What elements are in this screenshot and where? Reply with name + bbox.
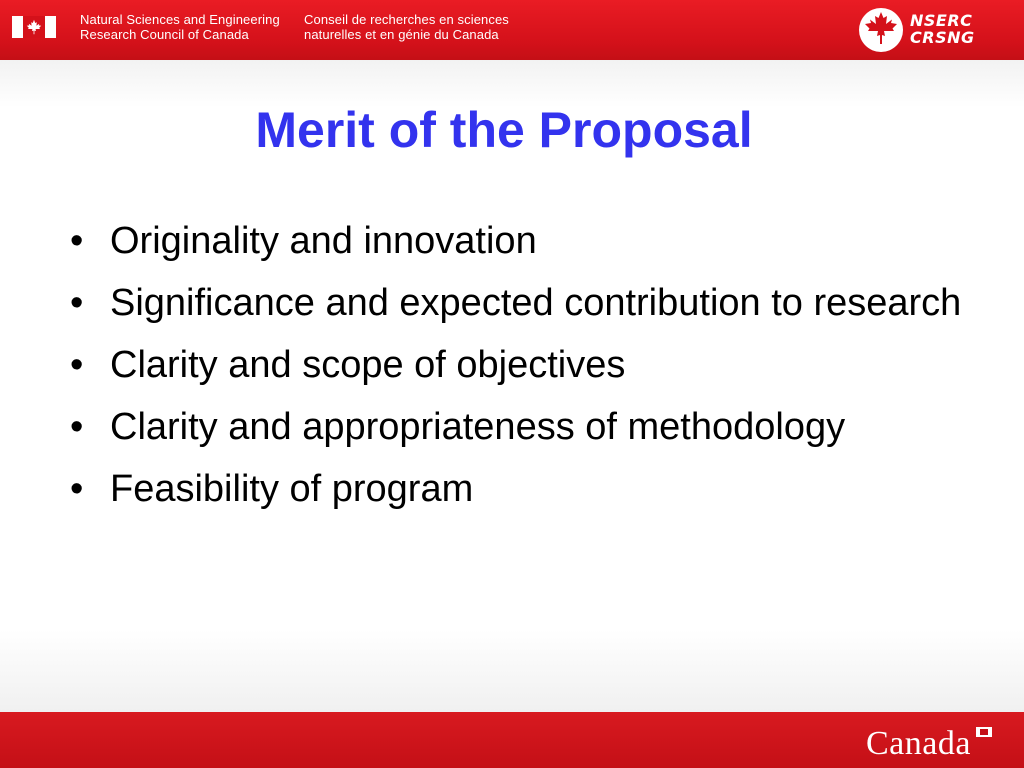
bullet-text: Feasibility of program (110, 468, 474, 510)
bullet-item (70, 464, 970, 514)
agency-name-english (80, 12, 280, 42)
nserc-maple-leaf-logo (856, 6, 906, 54)
bullet-marker: • (70, 282, 84, 324)
agency-en-line1: Natural Sciences and Engineering (80, 12, 280, 27)
bullet-item (70, 402, 970, 452)
bullet-item (70, 278, 970, 328)
header-band (0, 0, 1024, 60)
brand-line1: NSERC (910, 11, 973, 30)
agency-fr-line1: Conseil de recherches en sciences (304, 12, 509, 27)
bullet-item (70, 340, 970, 390)
agency-fr-line2: naturelles et en génie du Canada (304, 27, 499, 42)
bullet-item (70, 216, 970, 266)
bullet-marker: • (70, 220, 84, 262)
bullet-text: Clarity and scope of objectives (110, 344, 626, 386)
bullet-list (70, 216, 970, 526)
canada-wordmark: Canada (866, 725, 971, 762)
brand-line2: CRSNG (910, 28, 975, 47)
maple-leaf-icon (26, 19, 42, 35)
agency-en-line2: Research Council of Canada (80, 27, 249, 42)
bullet-marker: • (70, 344, 84, 386)
nserc-wordmark (910, 12, 975, 46)
canada-flag-icon (12, 16, 56, 38)
bullet-marker: • (70, 406, 84, 448)
bullet-text: Significance and expected contribution to research (110, 282, 962, 324)
bullet-text: Originality and innovation (110, 220, 537, 262)
bullet-text: Clarity and appropriateness of methodology (110, 406, 846, 448)
agency-name-french (304, 12, 509, 42)
slide-title: Merit of the Proposal (255, 102, 753, 158)
bullet-marker: • (70, 468, 84, 510)
canada-wordmark-flag-icon (976, 727, 992, 737)
